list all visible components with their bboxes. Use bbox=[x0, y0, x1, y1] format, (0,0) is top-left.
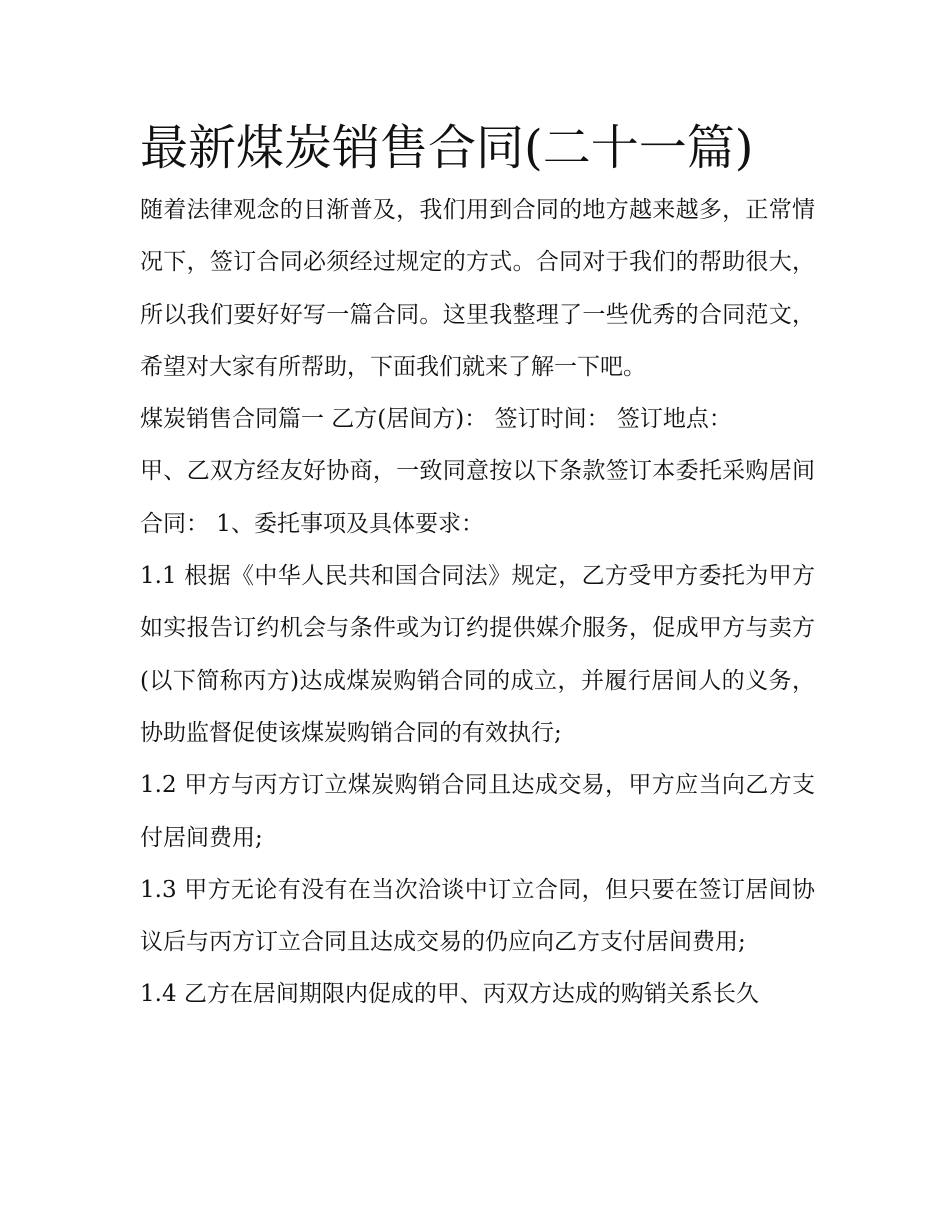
agreement-paragraph: 甲、乙双方经友好协商，一致同意按以下条款签订本委托采购居间合同： 1、委托事项及具体要求： bbox=[140, 458, 815, 537]
intro-paragraph: 随着法律观念的日渐普及，我们用到合同的地方越来越多，正常情况下，签订合同必须经过规定的方式。合同对于我们的帮助很大，所以我们要好好写一篇合同。这里我整理了一些优秀的合同范文，希望对大家有所帮助，下面我们就来了解一下吧。 bbox=[140, 197, 815, 380]
clause-1-3: 1.3 甲方无论有没有在当次洽谈中订立合同，但只要在签订居间协议后与丙方订立合同且达成交易的仍应向乙方支付居间费用; bbox=[140, 876, 815, 956]
contract-header-line: 煤炭销售合同篇一 乙方(居间方)： 签订时间： 签订地点： bbox=[140, 406, 732, 433]
clause-1-2: 1.2 甲方与丙方订立煤炭购销合同且达成交易，甲方应当向乙方支付居间费用; bbox=[140, 772, 815, 851]
document-page bbox=[140, 112, 815, 1021]
clause-1-4: 1.4 乙方在居间期限内促成的甲、丙双方达成的购销关系长久 bbox=[140, 981, 759, 1008]
document-title: 最新煤炭销售合同(二十一篇) bbox=[140, 120, 754, 176]
clause-1-1: 1.1 根据《中华人民共和国合同法》规定，乙方受甲方委托为甲方如实报告订约机会与条件或为订约提供媒介服务，促成甲方与卖方(以下简称丙方)达成煤炭购销合同的成立，并履行居间人的义务，协助监督促使该煤炭购销合同的有效执行; bbox=[140, 563, 815, 746]
